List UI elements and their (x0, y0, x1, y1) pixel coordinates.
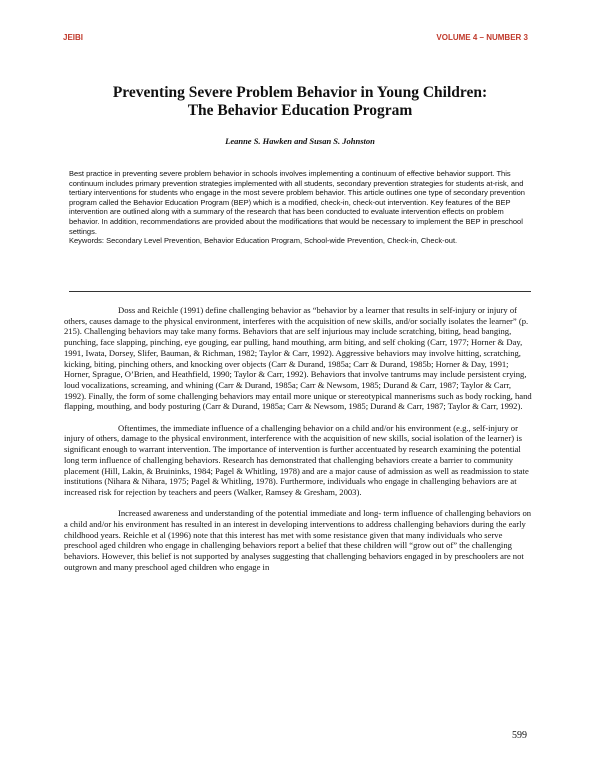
body-text (64, 305, 534, 583)
article-title (0, 84, 600, 120)
paragraph-3: Increased awareness and understanding of the potential immediate and long- term influence of challenging behaviors on a child and/or his environment has resulted in an interest in developing interventions to address challenging behaviors during the early childhood years. Reichle et al (1996) note that this interest has met with some resistance given that many individuals who serve preschool aged children who engage in challenging behaviors report a belief that these children will “grow out of” the challenging behaviors. However, this belief is not supported by analyses suggesting that challenging behaviors engaged in by preschoolers are not outgrown and many preschool aged children who engage in (64, 508, 532, 572)
title-line-2: The Behavior Education Program (187, 102, 413, 119)
paragraph-2: Oftentimes, the immediate influence of a challenging behavior on a child and/or his environment (e.g., self-injury or injury of others, damage to the physical environment, interference with the acquisition of new skills, social isolation of the learner) is significant enough to warrant intervention. The importance of intervention is further accentuated by research examining the potential long term influence of challenging behaviors. Research has demonstrated that challenging behaviors create a barrier to community placement (Hill, Lakin, & Bruininks, 1984; Pagel & Whitling, 1978) and are a major cause of admission as well as readmission to state institutions (Nihara & Nihara, 1975; Pagel & Whitling, 1978). Furthermore, individuals who engage in challenging behaviors are at increased risk for rejection by teachers and peers (Walker, Ramsey & Gresham, 2003). (64, 422, 529, 497)
abstract-text: Best practice in preventing severe problem behavior in schools involves implementing a continuum of effective behavior support. This continuum includes primary prevention strategies implemented with all students, secondary prevention strategies for students at-risk, and tertiary interventions for students who engage in the most severe problem behavior. This article outlines one type of secondary prevention program called the Behavior Education Program (BEP) which is a modified, check-in, check-out intervention. Key features of the BEP intervention are outlined along with a summary of the research that has been conducted to evaluate intervention effects on problem behavior. In addition, recommendations are provided about the modifications that would be necessary to implement the BEP in preschool settings. (69, 169, 525, 236)
authors: Leanne S. Hawken and Susan S. Johnston (225, 136, 375, 146)
keywords: Keywords: Secondary Level Prevention, Behavior Education Program, School-wide Prevention, Check-in, Check-out. (69, 236, 458, 246)
paragraph-1: Doss and Reichle (1991) define challenging behavior as “behavior by a learner that results in self-injury or injury of others, causes damage to the physical environment, interferes with the acquisition of new skills, and/or socially isolates the learner” (p. 215). Challenging behaviors may take many forms. Behaviors that are self injurious may include scratching, biting, head banging, punching, face slapping, pinching, eye gouging, ear pulling, hand mouthing, arm biting, and self choking (Carr, 1977; Horner & Day, 1991, Iwata, Dorsey, Slifer, Bauman, & Richman, 1982; Taylor & Carr, 1992). Aggressive behaviors may involve hitting, scratching, kicking, biting, pinching others, and knocking over objects (Carr & Durand, 1985a; Carr & Durand, 1985b; Horner & Day, 1991; Horner, Sprague, O’Brien, and Heathfield, 1990; Taylor & Carr, 1992). Behaviors that involve tantrums may include persistent crying, loud vocalizations, screaming, and whining (Carr & Durand, 1985a; Carr & Newsom, 1985; Durand & Carr, 1987; Taylor & Carr, 1992). Finally, the form of some challenging behaviors may entail more unique or stereotypical mannerisms such as body rocking, hand flapping, mouthing, and body posturing (Carr & Durand, 1985a; Carr & Newsom, 1985; Durand & Carr, 1987; Taylor & Carr, 1992). (64, 305, 532, 412)
section-divider (69, 291, 531, 292)
page-number: 599 (512, 730, 527, 741)
abstract (69, 169, 534, 246)
title-line-1: Preventing Severe Problem Behavior in Young Children: (112, 84, 488, 101)
running-header (63, 33, 528, 42)
volume-label: VOLUME 4 – NUMBER 3 (436, 33, 528, 42)
journal-name: JEIBI (63, 33, 84, 42)
